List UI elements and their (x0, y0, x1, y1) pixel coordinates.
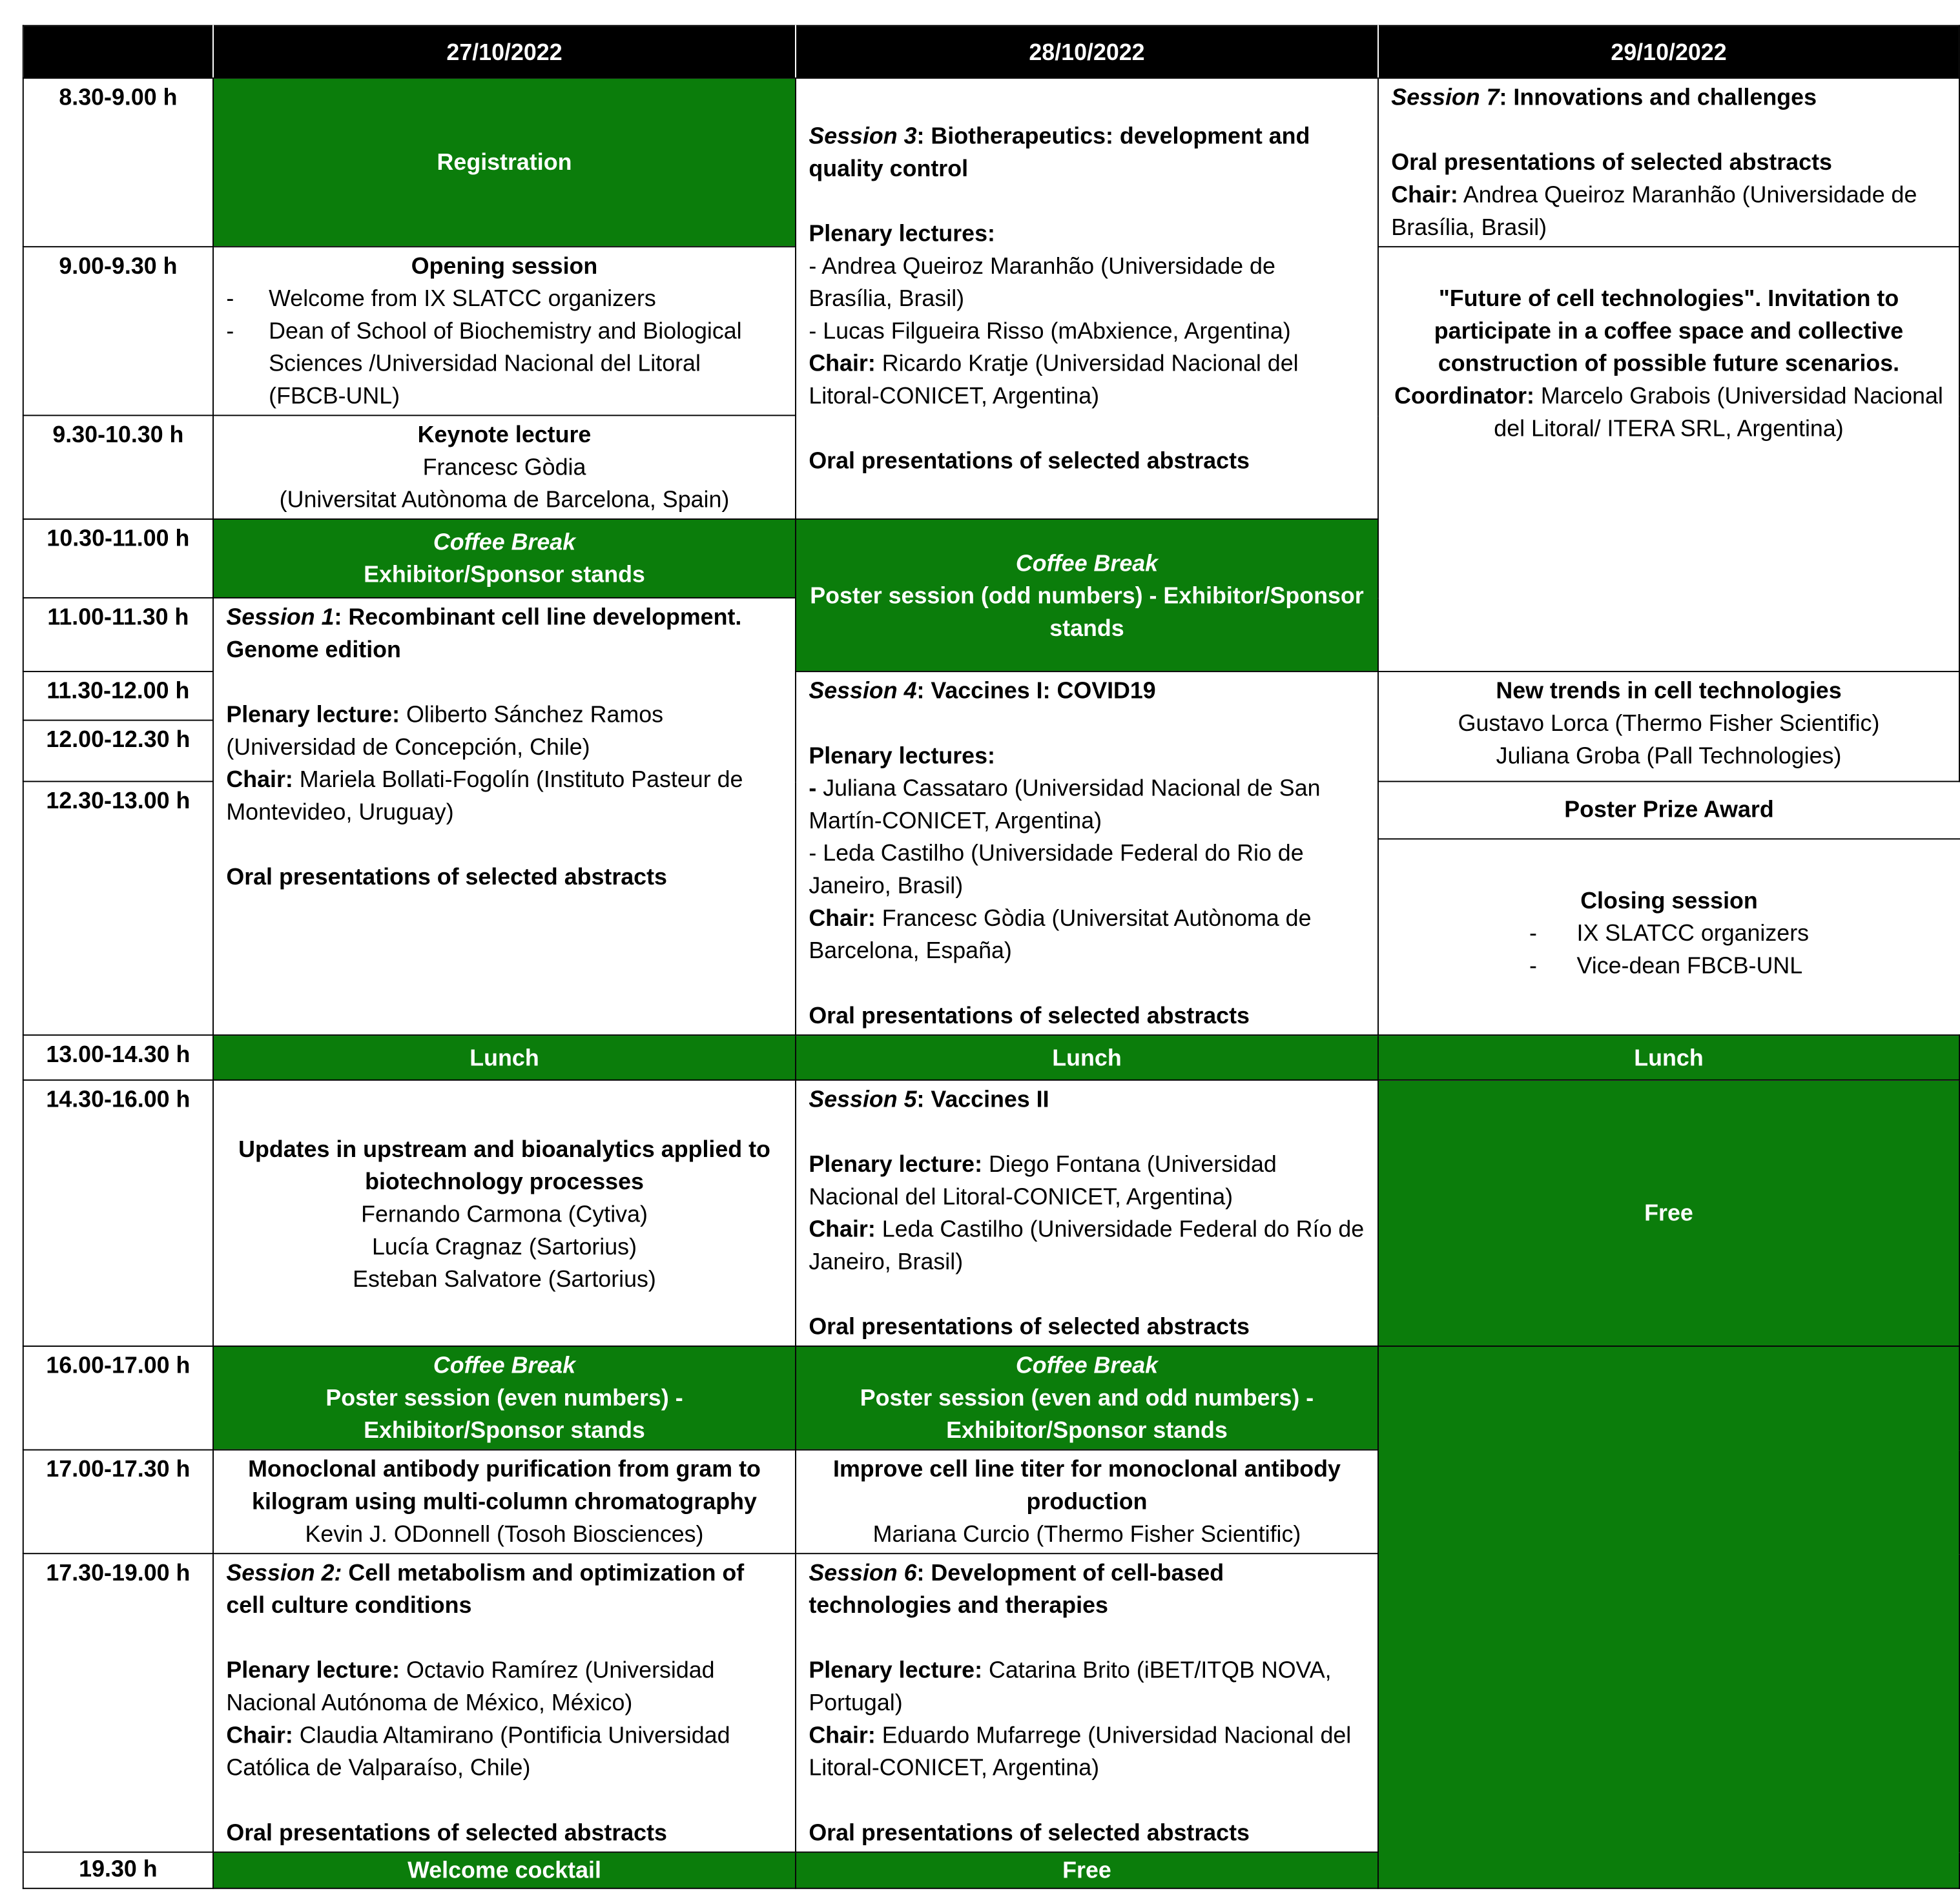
d2-improve-title: Improve cell line titer for monoclonal antibody production (833, 1455, 1341, 1515)
d1-keynote (213, 415, 796, 519)
d2-coffee1-sub: Poster session (odd numbers) - Exhibitor/Sponsor stands (810, 581, 1364, 640)
program-schedule-table (23, 25, 1960, 1889)
d1-keynote-affiliation: (Universitat Autònoma de Barcelona, Spain) (279, 486, 730, 513)
time-0900: 9.00-9.30 h (23, 247, 213, 415)
d2-session3-heading: Session 3: Biotherapeutics: development and quality control (809, 122, 1310, 181)
row-1300 (23, 1035, 1959, 1080)
d3-late-morning (1378, 782, 1959, 1035)
d2-session4-plenary-2: - Leda Castilho (Universidade Federal do Rio de Janeiro, Brasil) (809, 839, 1304, 899)
d1-session1-heading: Session 1: Recombinant cell line development. Genome edition (226, 603, 742, 662)
d3-closing-list (1529, 917, 1809, 983)
d2-session6-heading: Session 6: Development of cell-based technologies and therapies (809, 1559, 1224, 1618)
d2-improve-titer (796, 1450, 1378, 1554)
d1-session1-plenary: Plenary lecture: Oliberto Sánchez Ramos (Universidad de Concepción, Chile) (226, 701, 664, 760)
d1-coffee1-title: Coffee Break (433, 528, 576, 555)
d1-session2-chair: Chair: Claudia Altamirano (Pontificia Universidad Católica de Valparaíso, Chile) (226, 1721, 730, 1781)
row-1600 (23, 1346, 1959, 1450)
d1-mab-speaker: Kevin J. ODonnell (Tosoh Biosciences) (305, 1520, 704, 1547)
d1-keynote-title: Keynote lecture (417, 421, 592, 447)
d3-lunch: Lunch (1378, 1035, 1959, 1080)
d2-free: Free (796, 1852, 1378, 1889)
d1-session-1 (213, 598, 796, 1035)
d2-session3-chair: Chair: Ricardo Kratje (Universidad Nacional del Litoral-CONICET, Argentina) (809, 349, 1299, 409)
d3-new-trends (1378, 671, 1959, 782)
d2-session5-chair: Chair: Leda Castilho (Universidade Federal do Río de Janeiro, Brasil) (809, 1215, 1365, 1274)
d2-coffee-break-2 (796, 1346, 1378, 1450)
d2-session6-chair: Chair: Eduardo Mufarrege (Universidad Nacional del Litoral-CONICET, Argentina) (809, 1721, 1352, 1781)
d2-session-5 (796, 1080, 1378, 1346)
d1-updates-title: Updates in upstream and bioanalytics applied to biotechnology processes (238, 1135, 770, 1194)
d1-updates-speaker-2: Lucía Cragnaz (Sartorius) (372, 1233, 637, 1260)
d3-poster-prize: Poster Prize Award (1379, 783, 1959, 840)
row-0830 (23, 78, 1959, 247)
d3-closing-session (1379, 840, 1959, 983)
time-1030: 10.30-11.00 h (23, 519, 213, 598)
d2-coffee2-title: Coffee Break (1015, 1351, 1159, 1378)
d3-closing-item-1: - IX SLATCC organizers (1529, 919, 1810, 947)
d2-session4-plenary-1: - Juliana Cassataro (Universidad Nacional de San Martín-CONICET, Argentina) (809, 774, 1321, 834)
d2-session6-plenary: Plenary lecture: Catarina Brito (iBET/ITQB NOVA, Portugal) (809, 1656, 1332, 1715)
d1-opening-title: Opening session (411, 252, 598, 279)
d2-lunch: Lunch (796, 1035, 1378, 1080)
d1-updates-speaker-3: Esteban Salvatore (Sartorius) (353, 1265, 656, 1292)
d2-session3-plenary-label: Plenary lectures: (809, 220, 995, 247)
time-1130: 11.30-12.00 h (23, 671, 213, 721)
d1-session-2 (213, 1553, 796, 1852)
d3-free: Free (1378, 1080, 1959, 1346)
d1-session2-plenary: Plenary lecture: Octavio Ramírez (Universidad Nacional Autónoma de México, México) (226, 1656, 715, 1715)
d2-session5-heading: Session 5: Vaccines II (809, 1085, 1049, 1112)
time-1430: 14.30-16.00 h (23, 1080, 213, 1346)
d3-trends-speaker-1: Gustavo Lorca (Thermo Fisher Scientific) (1458, 710, 1880, 736)
d3-future-title: "Future of cell technologies". Invitation to participate in a coffee space and collective construction of possible future scenarios. (1434, 285, 1904, 376)
d1-mab-purification (213, 1450, 796, 1554)
d2-improve-speaker: Mariana Curcio (Thermo Fisher Scientific) (872, 1520, 1301, 1547)
d3-closing-item-2: - Vice-dean FBCB-UNL (1529, 952, 1803, 979)
d2-session4-oral: Oral presentations of selected abstracts (809, 1001, 1250, 1029)
time-1600: 16.00-17.00 h (23, 1346, 213, 1450)
d3-trends-speaker-2: Juliana Groba (Pall Technologies) (1496, 742, 1842, 769)
d1-registration: Registration (213, 78, 796, 247)
d2-session3-oral: Oral presentations of selected abstracts (809, 447, 1250, 474)
d3-session7-chair: Chair: Andrea Queiroz Maranhão (Universidade de Brasília, Brasil) (1391, 181, 1917, 240)
d1-mab-title: Monoclonal antibody purification from gram to kilogram using multi-column chromatography (248, 1455, 761, 1515)
d2-coffee2-sub: Poster session (even and odd numbers) - Exhibitor/Sponsor stands (860, 1384, 1314, 1443)
d1-updates-speaker-1: Fernando Carmona (Cytiva) (361, 1200, 648, 1227)
d2-session5-plenary: Plenary lecture: Diego Fontana (Universidad Nacional del Litoral-CONICET, Argentina) (809, 1151, 1277, 1210)
d3-future-cell-tech (1378, 247, 1959, 671)
d1-session1-chair: Chair: Mariela Bollati-Fogolín (Instituto Pasteur de Montevideo, Uruguay) (226, 766, 743, 825)
d2-session-3 (796, 78, 1378, 519)
header-row (23, 26, 1959, 78)
d2-session3-plenary-2: - Lucas Filgueira Risso (mAbxience, Argentina) (809, 317, 1291, 344)
time-1700: 17.00-17.30 h (23, 1450, 213, 1554)
d1-lunch: Lunch (213, 1035, 796, 1080)
d1-updates (213, 1080, 796, 1346)
d2-session-6 (796, 1553, 1378, 1852)
d2-session5-oral: Oral presentations of selected abstracts (809, 1313, 1250, 1340)
d1-coffee-break-1 (213, 519, 796, 598)
header-day-1: 27/10/2022 (213, 26, 796, 78)
d3-closing-title: Closing session (1580, 887, 1758, 914)
time-1100: 11.00-11.30 h (23, 598, 213, 671)
d2-coffee1-title: Coffee Break (1015, 549, 1159, 576)
d3-session7-oral: Oral presentations of selected abstracts (1391, 148, 1832, 175)
d2-session3-plenary-1: - Andrea Queiroz Maranhão (Universidade de Brasília, Brasil) (809, 252, 1275, 311)
d1-coffee-break-2 (213, 1346, 796, 1450)
header-time (23, 26, 213, 78)
d1-keynote-speaker: Francesc Gòdia (422, 453, 586, 480)
time-0830: 8.30-9.00 h (23, 78, 213, 247)
d1-coffee2-title: Coffee Break (433, 1351, 576, 1378)
d1-opening-item-1: - Welcome from IX SLATCC organizers (226, 285, 656, 311)
d2-session4-heading: Session 4: Vaccines I: COVID19 (809, 677, 1156, 704)
d1-coffee2-sub: Poster session (even numbers) - Exhibitor/Sponsor stands (325, 1384, 683, 1443)
d1-session2-heading: Session 2: Cell metabolism and optimization of cell culture conditions (226, 1559, 745, 1618)
d3-session-7 (1378, 78, 1959, 247)
header-day-2: 28/10/2022 (796, 26, 1378, 78)
d1-session2-oral: Oral presentations of selected abstracts (226, 1819, 667, 1846)
d2-session-4 (796, 671, 1378, 1035)
time-0930: 9.30-10.30 h (23, 415, 213, 519)
d3-trends-title: New trends in cell technologies (1496, 677, 1842, 704)
d1-welcome-cocktail: Welcome cocktail (213, 1852, 796, 1889)
d2-session4-chair: Chair: Francesc Gòdia (Universitat Autònoma de Barcelona, España) (809, 904, 1312, 963)
time-1200: 12.00-12.30 h (23, 721, 213, 782)
d2-session6-oral: Oral presentations of selected abstracts (809, 1819, 1250, 1846)
header-day-3: 29/10/2022 (1378, 26, 1959, 78)
d1-opening-item-2: - Dean of School of Biochemistry and Biological Sciences /Universidad Nacional del Litoral (FBCB-UNL) (226, 317, 742, 409)
d3-future-coordinator: Coordinator: Marcelo Grabois (Universidad Nacional del Litoral/ ITERA SRL, Argentina) (1394, 382, 1943, 442)
time-1930: 19.30 h (23, 1852, 213, 1889)
time-1730: 17.30-19.00 h (23, 1553, 213, 1852)
d2-coffee-break-1 (796, 519, 1378, 671)
d1-coffee1-sub: Exhibitor/Sponsor stands (364, 560, 645, 588)
d2-session4-plenary-label: Plenary lectures: (809, 742, 995, 769)
d3-free-afternoon (1378, 1346, 1959, 1889)
d3-session7-heading: Session 7: Innovations and challenges (1391, 83, 1817, 110)
d1-session1-oral: Oral presentations of selected abstracts (226, 863, 667, 890)
time-1300: 13.00-14.30 h (23, 1035, 213, 1080)
row-1430 (23, 1080, 1959, 1346)
time-1230: 12.30-13.00 h (23, 782, 213, 1035)
d1-opening-session (213, 247, 796, 415)
